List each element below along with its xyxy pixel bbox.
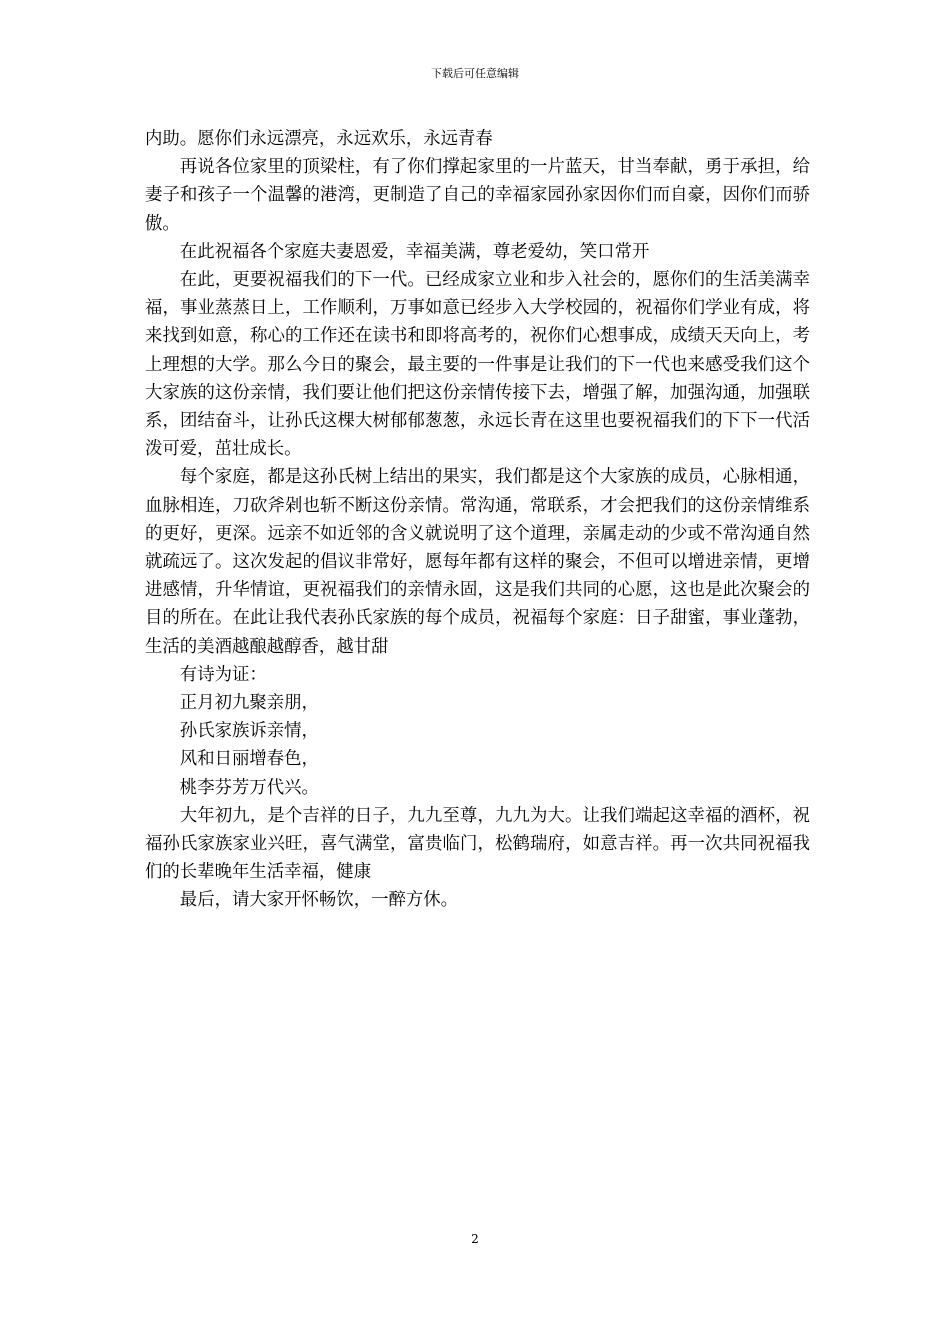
poem-line-2: 孙氏家族诉亲情，: [179, 721, 319, 742]
paragraph-5: 每个家庭，都是这孙氏树上结出的果实，我们都是这个大家族的成员，心脉相通，血脉相连，刀砍斧剁也斩不断这份亲情。常沟通，常联系，才会把我们的这份亲情维系的更好，更深。远亲不如近邻的含义就说明了这个道理，亲属走动的少或不常沟通自然就疏远了。这次发起的倡议非常好，愿每年都有这样的聚会，不但可以增进亲情，更增进感情，升华情谊，更祝福我们的亲情永固，这是我们共同的心愿，这也是此次聚会的目的所在。在此让我代表孙氏家族的每个成员，祝福每个家庭：日子甜蜜，事业蓬勃，生活的美酒越酿越醇香，越甘甜: [145, 467, 810, 657]
paragraph-6: 有诗为证：: [179, 664, 267, 685]
document-body: [145, 125, 810, 915]
poem-line-4: 桃李芬芳万代兴。: [179, 777, 319, 798]
paragraph-3: 在此祝福各个家庭夫妻恩爱，幸福美满，尊老爱幼，笑口常开: [179, 241, 650, 262]
paragraph-8: 最后，请大家开怀畅饮，一醉方休。: [179, 890, 459, 911]
paragraph-2: 再说各位家里的顶梁柱，有了你们撑起家里的一片蓝天，甘当奉献，勇于承担，给妻子和孩子一个温馨的港湾，更制造了自己的幸福家园孙家因你们而自豪，因你们而骄傲。: [145, 157, 810, 234]
page-number: 2: [471, 1232, 479, 1246]
paragraph-1: 内助。愿你们永远漂亮，永远欢乐，永远青春: [145, 129, 493, 149]
paragraph-7: 大年初九，是个吉祥的日子，九九至尊，九九为大。让我们端起这幸福的酒杯，祝福孙氏家族家业兴旺，喜气满堂，富贵临门，松鹤瑞府，如意吉祥。再一次共同祝福我们的长辈晚年生活幸福，健康: [145, 805, 810, 883]
page-header: 下载后可任意编辑: [431, 67, 519, 80]
paragraph-4: 在此，更要祝福我们的下一代。已经成家立业和步入社会的，愿你们的生活美满幸福，事业蒸蒸日上，工作顺利，万事如意已经步入大学校园的，祝福你们学业有成，将来找到如意，称心的工作还在读书和即将高考的，祝你们心想事成，成绩天天向上，考上理想的大学。那么今日的聚会，最主要的一件事是让我们的下一代也来感受我们这个大家族的这份亲情，我们要让他们把这份亲情传接下去，增强了解，加强沟通，加强联系，团结奋斗，让孙氏这棵大树郁郁葱葱，永远长青在这里也要祝福我们的下下一代活泼可爱，茁壮成长。: [145, 270, 810, 460]
poem-line-1: 正月初九聚亲朋，: [179, 693, 319, 714]
poem-line-3: 风和日丽增春色，: [179, 749, 319, 770]
